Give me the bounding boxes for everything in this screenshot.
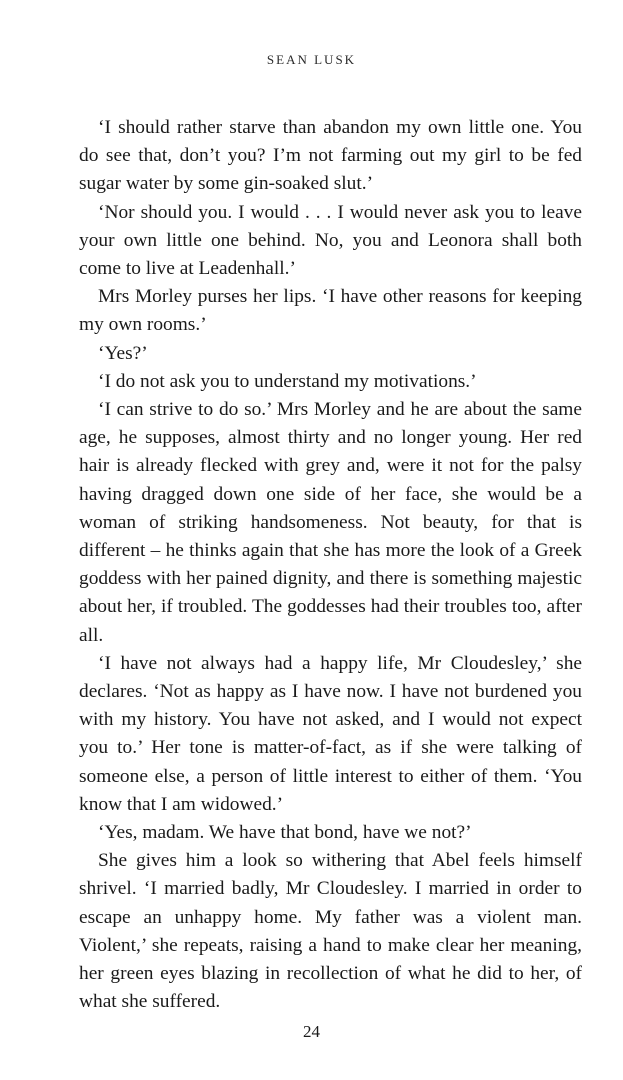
- paragraph: ‘Yes?’: [98, 342, 148, 364]
- running-head: SEAN LUSK: [266, 52, 357, 67]
- page-number: 24: [303, 1022, 320, 1041]
- paragraph: ‘Yes, madam. We have that bond, have we not?’: [98, 822, 472, 844]
- paragraph: She gives him a look so withering that Abel feels himself shrivel. ‘I married badly, Mr Cloudesley. I married in order to escape an unhappy home. My father was a violent man. Violent,’ she repeats, raising a hand to make clear her meaning, her green eyes blazing in recollection of what he did to her, of what she suffered.: [79, 850, 582, 1013]
- paragraph: ‘Nor should you. I would . . . I would never ask you to leave your own little one behind. No, you and Leonora shall both come to live at Leadenhall.’: [79, 201, 582, 280]
- paragraph: Mrs Morley purses her lips. ‘I have other reasons for keeping my own rooms.’: [79, 286, 582, 336]
- paragraph: ‘I should rather starve than abandon my own little one. You do see that, don’t you? I’m not farming out my girl to be fed sugar water by some gin-soaked slut.’: [79, 117, 582, 195]
- paragraph: ‘I have not always had a happy life, Mr Cloudesley,’ she declares. ‘Not as happy as I have now. I have not burdened you with my history. You have not asked, and I would not expect you to.’ Her tone is matter-of-fact, as if she were talking of someone else, a person of little interest to either of them. ‘You know that I am widowed.’: [79, 652, 582, 815]
- body-text: [79, 114, 582, 1017]
- paragraph: ‘I can strive to do so.’ Mrs Morley and he are about the same age, he supposes, almost thirty and no longer young. Her red hair is already flecked with grey and, were it not for the palsy having dragged down one side of her face, she would be a woman of striking handsomeness. Not beauty, for that is different – he thinks again that she has more the look of a Greek goddess with her pained dignity, and there is something majestic about her, if troubled. The goddesses had their troubles too, after all.: [79, 399, 582, 646]
- paragraph: ‘I do not ask you to understand my motivations.’: [98, 370, 477, 392]
